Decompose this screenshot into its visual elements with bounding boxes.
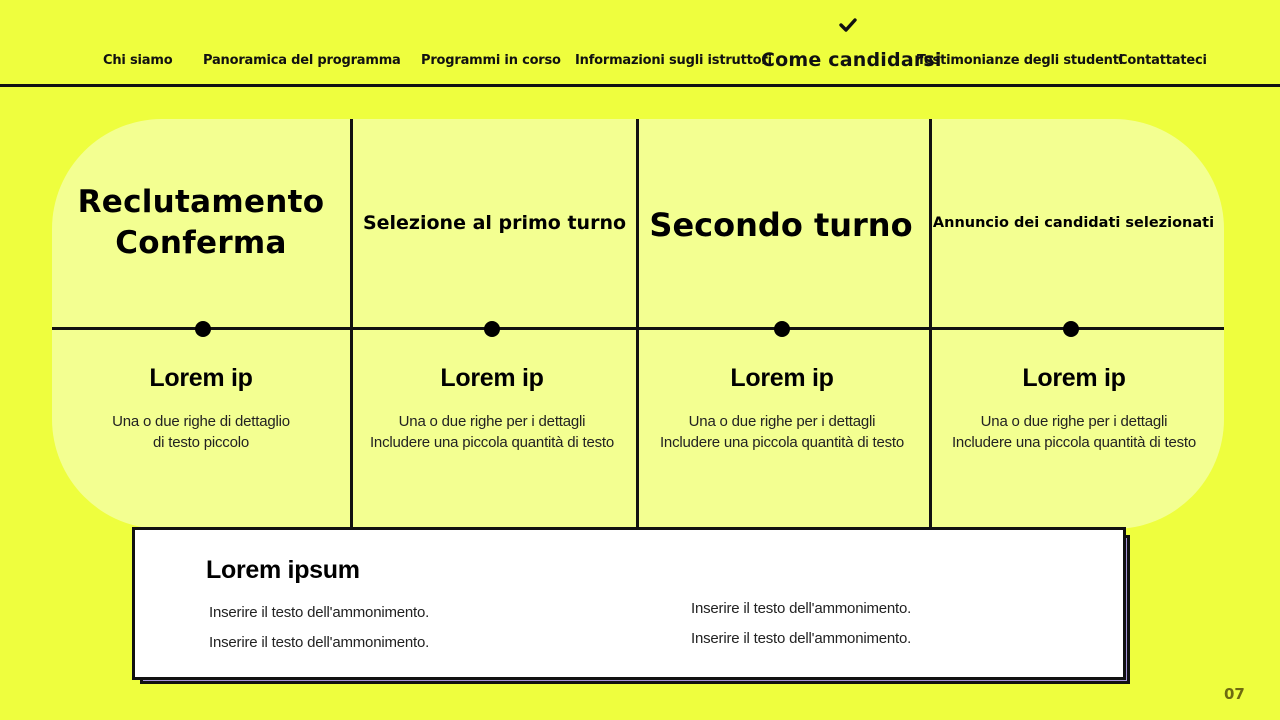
step-title: Lorem ip	[730, 364, 834, 392]
nav-item-testimonianze[interactable]: Testimonianze degli studenti	[917, 53, 1124, 68]
step-desc-line: Una o due righe di dettaglio	[112, 413, 290, 430]
top-nav	[0, 0, 1280, 87]
nav-item-chi-siamo[interactable]: Chi siamo	[103, 53, 173, 68]
note-line: Inserire il testo dell'ammonimento.	[209, 604, 430, 621]
step-body-2	[353, 364, 631, 453]
step-desc-line: Una o due righe per i dettagli	[398, 413, 586, 430]
step-heading-3: Secondo turno	[649, 206, 913, 244]
nav-item-come-candidarsi[interactable]: Come candidarsi	[761, 49, 942, 71]
step-desc-line: Una o due righe per i dettagli	[980, 413, 1168, 430]
step-body-4	[932, 364, 1216, 453]
nav-item-contattateci[interactable]: Contattateci	[1118, 53, 1207, 68]
step-desc-line: Includere una piccola quantità di testo	[369, 434, 615, 451]
page-number: 07	[1224, 685, 1245, 703]
note-line: Inserire il testo dell'ammonimento.	[691, 600, 912, 617]
note-line: Inserire il testo dell'ammonimento.	[209, 634, 430, 651]
nav-item-istruttori[interactable]: Informazioni sugli istruttori	[575, 53, 772, 68]
step-heading-line: Conferma	[115, 225, 287, 261]
step-heading-line: Reclutamento	[77, 184, 325, 220]
step-heading-1	[52, 119, 350, 327]
step-title: Lorem ip	[1022, 364, 1126, 392]
nav-item-panoramica[interactable]: Panoramica del programma	[203, 53, 401, 68]
check-icon	[838, 17, 858, 33]
step-desc-line: Includere una piccola quantità di testo	[951, 434, 1197, 451]
step-desc-line: Includere una piccola quantità di testo	[659, 434, 905, 451]
step-title: Lorem ip	[440, 364, 544, 392]
step-heading-4: Annuncio dei candidati selezionati	[932, 215, 1215, 231]
step-body-1	[52, 364, 350, 453]
note-card-title: Lorem ipsum	[206, 556, 360, 584]
note-line: Inserire il testo dell'ammonimento.	[691, 630, 912, 647]
step-title: Lorem ip	[149, 364, 253, 392]
step-body-3	[639, 364, 925, 453]
step-desc-line: Una o due righe per i dettagli	[688, 413, 876, 430]
step-heading-2: Selezione al primo turno	[362, 212, 627, 234]
step-desc-line: di testo piccolo	[152, 434, 250, 451]
nav-item-programmi[interactable]: Programmi in corso	[421, 53, 561, 68]
